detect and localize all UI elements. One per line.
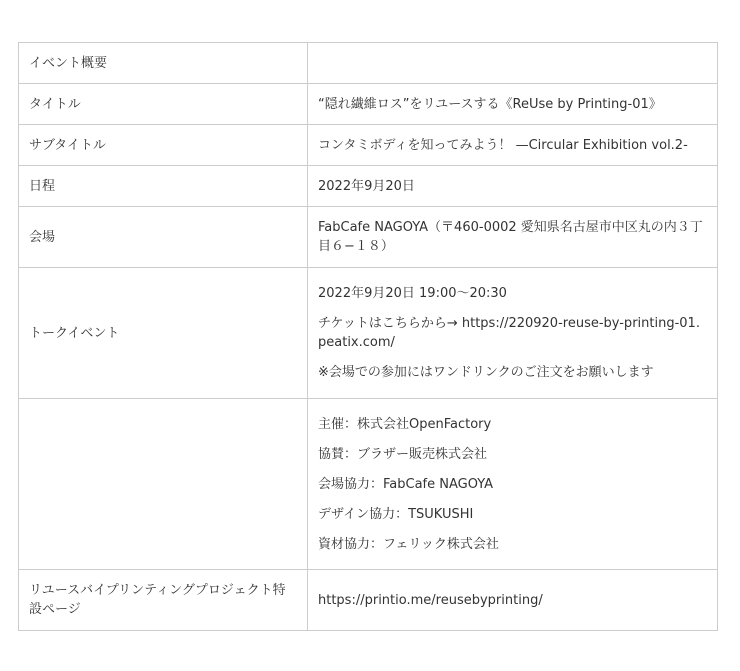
venue-cooperation-credit: 会場協力：FabCafe NAGOYA	[318, 476, 494, 492]
row-credits	[19, 399, 718, 570]
label-cell: 会場	[19, 207, 308, 268]
value-cell	[308, 399, 718, 570]
sponsor-credit: 協賛：ブラザー販売株式会社	[318, 446, 488, 462]
row-title	[19, 84, 718, 125]
row-date	[19, 166, 718, 207]
row-overview	[19, 43, 718, 84]
subtitle-value: コンタミボディを知ってみよう！ —Circular Exhibition vol.2-	[318, 137, 688, 153]
label-cell: タイトル	[19, 84, 308, 125]
value-cell	[308, 570, 718, 631]
label-cell: サブタイトル	[19, 125, 308, 166]
label-cell: トークイベント	[19, 268, 308, 399]
material-cooperation-credit: 資材協力：フェリック株式会社	[318, 536, 499, 552]
drink-note: ※会場での参加にはワンドリンクのご注文をお願いします	[318, 365, 654, 380]
ticket-link[interactable]: チケットはこちらから→ https://220920-reuse-by-printing-01.peatix.com/	[318, 316, 700, 350]
venue-value: FabCafe NAGOYA（〒460-0002 愛知県名古屋市中区丸の内３丁目６−１８）	[318, 220, 703, 254]
organizer-credit: 主催：株式会社OpenFactory	[318, 416, 492, 432]
value-cell	[308, 207, 718, 268]
row-subtitle	[19, 125, 718, 166]
row-project-page	[19, 570, 718, 631]
label-cell: 日程	[19, 166, 308, 207]
row-talk-event	[19, 268, 718, 399]
value-cell	[308, 84, 718, 125]
label-cell: リユースバイプリンティングプロジェクト特設ページ	[19, 570, 308, 631]
label-cell	[19, 399, 308, 570]
row-venue	[19, 207, 718, 268]
talk-event-time: 2022年9月20日 19:00〜20:30	[318, 286, 507, 301]
label-cell: イベント概要	[19, 43, 308, 84]
title-value: “隠れ繊維ロス”をリユースする《ReUse by Printing-01》	[318, 96, 662, 112]
value-cell	[308, 125, 718, 166]
value-cell	[308, 166, 718, 207]
date-value: 2022年9月20日	[318, 178, 415, 194]
event-info-table	[18, 42, 718, 631]
design-cooperation-credit: デザイン協力：TSUKUSHI	[318, 506, 474, 522]
project-page-link[interactable]: https://printio.me/reusebyprinting/	[318, 592, 543, 608]
value-cell	[308, 268, 718, 399]
value-cell	[308, 43, 718, 84]
